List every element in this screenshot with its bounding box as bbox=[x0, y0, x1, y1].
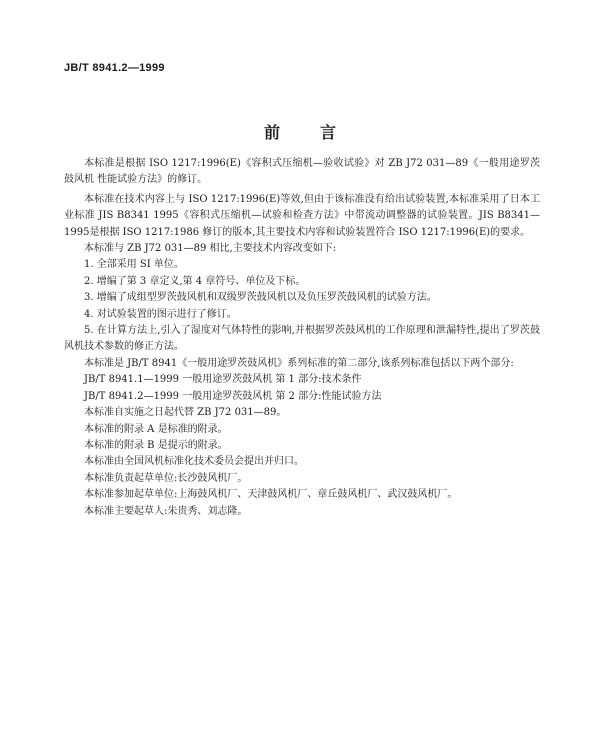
standard-code-header: JB/T 8941.2—1999 bbox=[64, 62, 165, 74]
page-title: 前言 bbox=[263, 123, 376, 142]
foreword-body bbox=[64, 156, 540, 520]
paragraph-participating-units: 本标准参加起草单位:上海鼓风机厂、天津鼓风机厂、章丘鼓风机厂、武汉鼓风机厂。 bbox=[84, 489, 458, 501]
list-item-change-3: 3. 增编了成组型罗茨鼓风机和双级罗茨鼓风机以及负压罗茨鼓风机的试验方法。 bbox=[84, 292, 437, 304]
paragraph-series: 本标准是 JB/T 8941《一般用途罗茨鼓风机》系列标准的第二部分,该系列标准包括以下两个部分: bbox=[84, 357, 514, 369]
list-item-change-4: 4. 对试验装置的图示进行了修订。 bbox=[84, 308, 237, 320]
list-item-change-1: 1. 全部采用 SI 单位。 bbox=[84, 259, 184, 271]
paragraph-replaces: 本标准自实施之日起代替 ZB J72 031—89。 bbox=[84, 407, 287, 419]
list-item-change-5: 5. 在计算方法上,引入了湿度对气体特性的影响,并根据罗茨鼓风机的工作原理和泄漏特性,提出了罗茨鼓风机技术参数的修正方法。 bbox=[64, 325, 540, 353]
paragraph-equivalence: 本标准在技术内容上与 ISO 1217:1996(E)等效,但由于该标准没有给出试验装置,本标准采用了日本工业标准 JIS B8341 1995《容积式压缩机—试验和检查方法》中带流动调整器的试验装置。JIS B8341—1995是根据 ISO 1217:1986 修订的版本,其主要技术内容和试验装置符合 ISO 1217:1996(E)的要求。 bbox=[64, 193, 540, 238]
paragraph-proposed-by: 本标准由全国风机标准化技术委员会提出并归口。 bbox=[84, 456, 304, 468]
series-part-2: JB/T 8941.2—1999 一般用途罗茨鼓风机 第 2 部分:性能试验方法 bbox=[84, 390, 382, 402]
paragraph-revision-basis: 本标准是根据 ISO 1217:1996(E)《容积式压缩机—验收试验》对 ZB J72 031—89《一般用途罗茨鼓风机 性能试验方法》的修订。 bbox=[64, 158, 540, 186]
paragraph-drafting-unit: 本标准负责起草单位:长沙鼓风机厂。 bbox=[84, 472, 248, 484]
paragraph-changes-intro: 本标准与 ZB J72 031—89 相比,主要技术内容改变如下: bbox=[84, 243, 337, 255]
paragraph-annex-a: 本标准的附录 A 是标准的附录。 bbox=[84, 423, 228, 435]
paragraph-drafters: 本标准主要起草人:朱贵秀、刘志隆。 bbox=[84, 505, 248, 517]
list-item-change-2: 2. 增编了第 3 章定义,第 4 章符号、单位及下标。 bbox=[84, 275, 306, 287]
paragraph-annex-b: 本标准的附录 B 是提示的附录。 bbox=[84, 439, 228, 451]
series-part-1: JB/T 8941.1—1999 一般用途罗茨鼓风机 第 1 部分:技术条件 bbox=[84, 374, 362, 386]
